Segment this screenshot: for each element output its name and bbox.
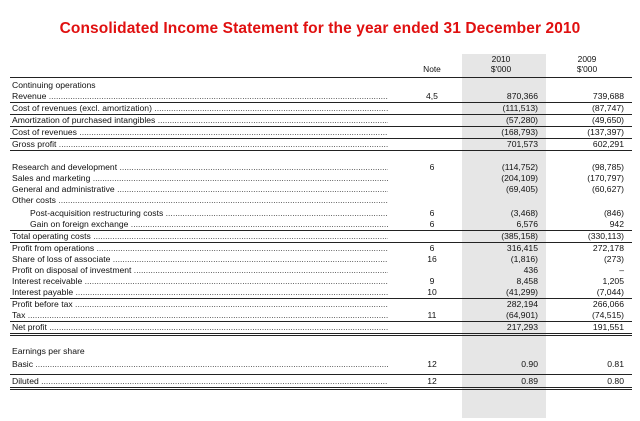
table-row-eps-basic: Basic ..... 12 0.90 0.81 bbox=[10, 359, 632, 370]
table-row-restructuring: Post-acquisition restructuring costs ..... 6 (3,468) (846) bbox=[10, 208, 632, 219]
table-row-cost-excl-amortization: Cost of revenues (excl. amortization) ..... (111,513) (87,747) bbox=[10, 102, 632, 114]
table-row-sales-marketing: Sales and marketing ..... (204,109) (170,797) bbox=[10, 173, 632, 184]
table-row-total-operating-costs: Total operating costs ..... (385,158) (330,113) bbox=[10, 230, 632, 242]
table-row-revenue: Revenue ..... 4,5 870,366 739,688 bbox=[10, 91, 632, 102]
table-row-other-costs: Other costs ..... bbox=[10, 195, 632, 206]
page-title: Consolidated Income Statement for the year ended 31 December 2010 bbox=[59, 20, 581, 37]
table-row-tax: Tax ..... 11 (64,901) (74,515) bbox=[10, 310, 632, 321]
table-row-interest-payable: Interest payable ..... 10 (41,299) (7,044) bbox=[10, 287, 632, 298]
table-row-eps-diluted: Diluted ..... 12 0.89 0.80 bbox=[10, 374, 632, 390]
table-row-share-loss-associate: Share of loss of associate ..... 16 (1,816) (273) bbox=[10, 254, 632, 265]
header-unit-row bbox=[10, 64, 632, 76]
section-earnings-per-share: Earnings per share bbox=[12, 346, 85, 356]
table-row-profit-from-operations: Profit from operations ..... 6 316,415 272,178 bbox=[10, 242, 632, 254]
table-row-profit-disposal: Profit on disposal of investment ..... 436 – bbox=[10, 265, 632, 276]
table-row-profit-before-tax: Profit before tax ..... 282,194 266,066 bbox=[10, 298, 632, 310]
header-rule bbox=[10, 77, 632, 78]
header-year-2010: 2010 bbox=[491, 54, 511, 64]
header-note: Note bbox=[423, 64, 441, 74]
header-unit-2010: $'000 bbox=[490, 64, 512, 74]
header-year-row bbox=[10, 54, 632, 64]
table-row-cost-of-revenues: Cost of revenues ..... (168,793) (137,397) bbox=[10, 126, 632, 138]
table-row-net-profit: Net profit ..... 217,293 191,551 bbox=[10, 321, 632, 336]
section-continuing-operations: Continuing operations bbox=[12, 80, 96, 90]
header-unit-2009: $'000 bbox=[576, 64, 598, 74]
table-row-gross-profit: Gross profit ..... 701,573 602,291 bbox=[10, 138, 632, 151]
header-year-2009: 2009 bbox=[577, 54, 597, 64]
table-row-foreign-exchange: Gain on foreign exchange ..... 6 6,576 942 bbox=[10, 219, 632, 230]
table-row-amortization: Amortization of purchased intangibles ..... (57,280) (49,650) bbox=[10, 114, 632, 126]
table-row-general-administrative: General and administrative ..... (69,405) (60,627) bbox=[10, 184, 632, 195]
table-row-interest-receivable: Interest receivable ..... 9 8,458 1,205 bbox=[10, 276, 632, 287]
income-statement-table bbox=[10, 54, 632, 390]
table-row-research-development: Research and development ..... 6 (114,752) (98,785) bbox=[10, 162, 632, 173]
